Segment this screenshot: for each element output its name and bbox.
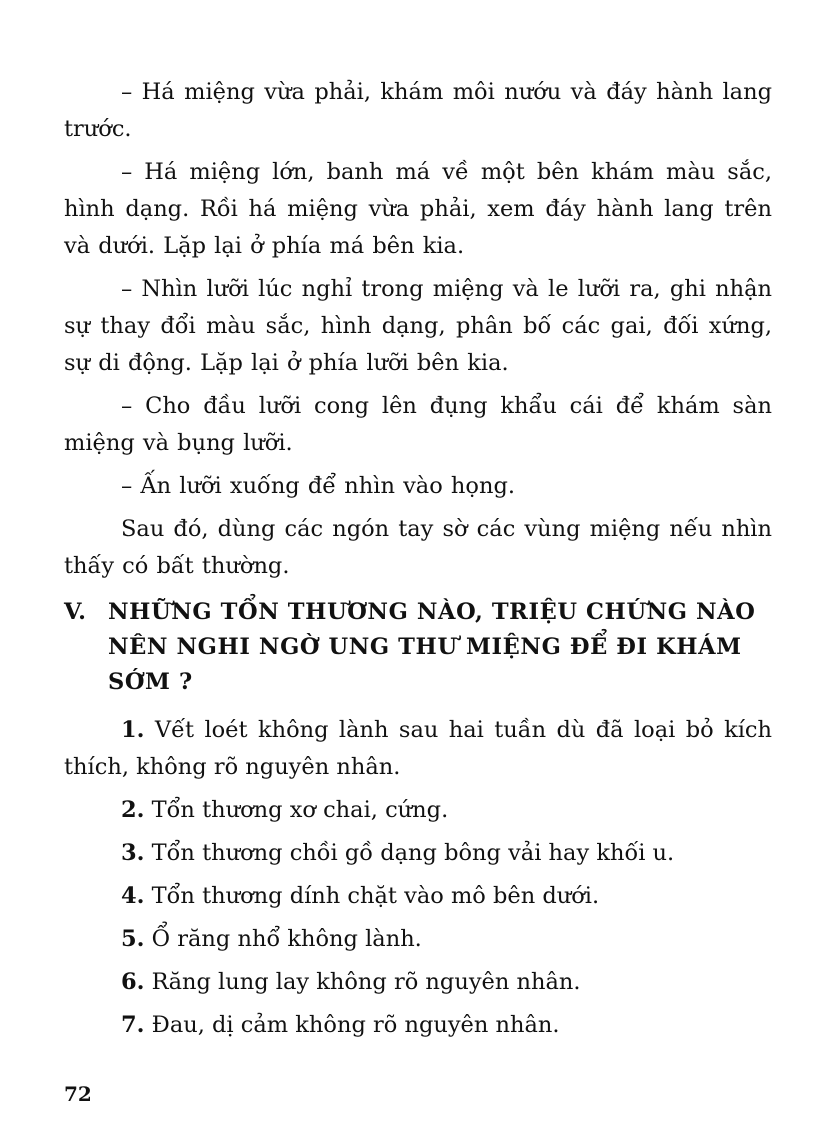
section-heading [64,595,772,700]
paragraph-exam-cheeks: – Há miệng lớn, banh má về một bên khám màu sắc, hình dạng. Rồi há miệng vừa phải, xem đáy hành lang trên và dưới. Lặp lại ở phía má bên kia. [64,159,772,259]
list-item [64,1007,772,1044]
list-item-text: Đau, dị cảm không rõ nguyên nhân. [151,1012,560,1038]
list-item-number: 6. [121,969,145,995]
list-item [64,792,772,829]
paragraph-palpation: Sau đó, dùng các ngón tay sờ các vùng miệng nếu nhìn thấy có bất thường. [64,516,772,579]
paragraph-exam-floor: – Cho đầu lưỡi cong lên đụng khẩu cái để khám sàn miệng và bụng lưỡi. [64,393,772,456]
list-item [64,878,772,915]
list-item-number: 2. [121,797,145,823]
list-item [64,835,772,872]
list-item [64,712,772,786]
list-item [64,964,772,1001]
list-item-number: 4. [121,883,145,909]
section-number: V. [64,599,87,625]
list-item-text: Vết loét không lành sau hai tuần dù đã loại bỏ kích thích, không rõ nguyên nhân. [64,717,772,780]
list-item-text: Tổn thương chồi gồ dạng bông vải hay khối u. [151,840,675,866]
paragraph-exam-tongue: – Nhìn lưỡi lúc nghỉ trong miệng và le lưỡi ra, ghi nhận sự thay đổi màu sắc, hình dạng, phân bố các gai, đối xứng, sự di động. Lặp lại ở phía lưỡi bên kia. [64,276,772,376]
page-body [64,74,772,1050]
list-item-number: 7. [121,1012,145,1038]
list-item-text: Răng lung lay không rõ nguyên nhân. [151,969,581,995]
section-title: NHỮNG TỔN THƯƠNG NÀO, TRIỆU CHỨNG NÀO NÊN NGHI NGỜ UNG THƯ MIỆNG ĐỂ ĐI KHÁM SỚM ? [108,599,756,695]
list-item-text: Tổn thương xơ chai, cứng. [151,797,449,823]
list-item-text: Ổ răng nhổ không lành. [151,926,422,952]
list-item-text: Tổn thương dính chặt vào mô bên dưới. [151,883,600,909]
list-item [64,921,772,958]
page-number: 72 [64,1082,92,1106]
list-item-number: 3. [121,840,145,866]
list-item-number: 1. [121,717,145,743]
paragraph-exam-throat: – Ấn lưỡi xuống để nhìn vào họng. [121,473,515,499]
list-item-number: 5. [121,926,145,952]
paragraph-exam-lips: – Há miệng vừa phải, khám môi nướu và đáy hành lang trước. [64,79,772,142]
